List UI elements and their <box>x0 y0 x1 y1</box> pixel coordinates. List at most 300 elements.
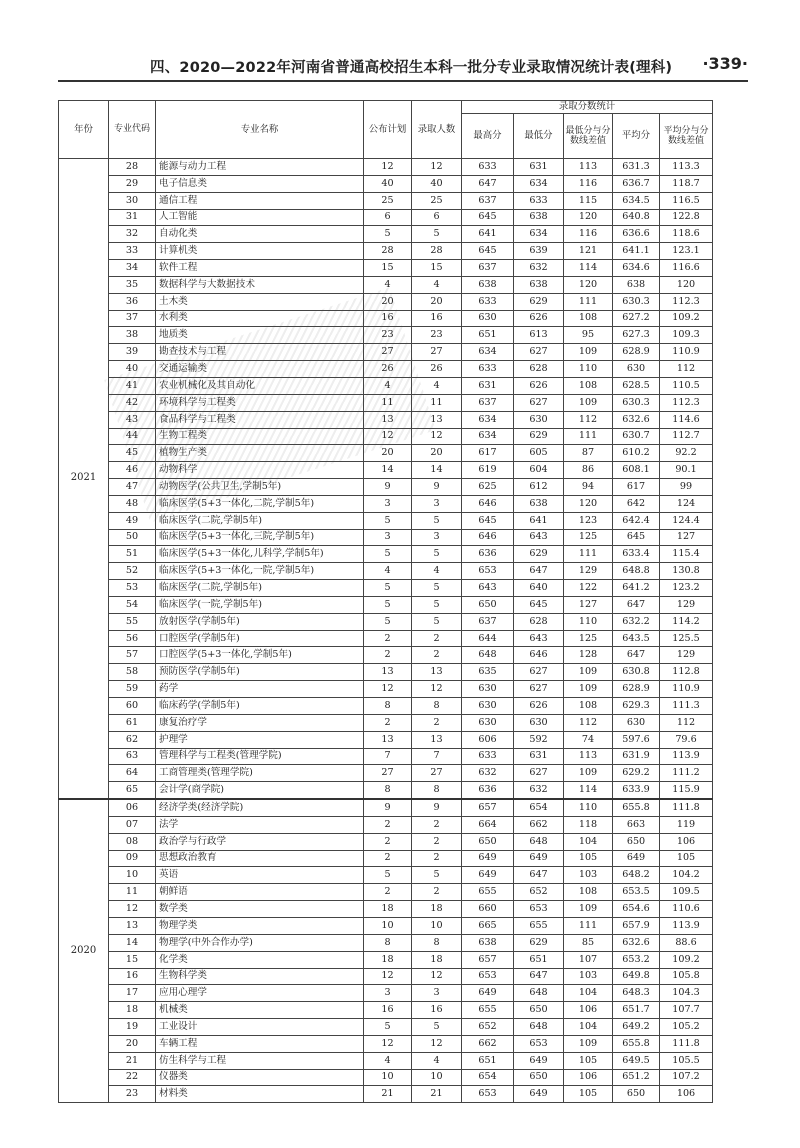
admitted-cell: 2 <box>412 850 462 867</box>
admitted-cell: 9 <box>412 799 462 816</box>
avg-cell: 653.2 <box>613 951 660 968</box>
avg-diff-cell: 106 <box>660 833 713 850</box>
table-row <box>59 816 713 833</box>
code-cell: 32 <box>109 226 156 243</box>
table-row <box>59 411 713 428</box>
code-cell: 36 <box>109 293 156 310</box>
min-diff-cell: 95 <box>564 327 613 344</box>
min-diff-cell: 106 <box>564 1069 613 1086</box>
avg-cell: 638 <box>613 276 660 293</box>
avg-diff-cell: 115.9 <box>660 782 713 799</box>
code-cell: 43 <box>109 411 156 428</box>
table-row <box>59 462 713 479</box>
plan-cell: 9 <box>364 479 412 496</box>
min-diff-cell: 74 <box>564 731 613 748</box>
plan-cell: 27 <box>364 344 412 361</box>
plan-cell: 2 <box>364 816 412 833</box>
name-cell: 康复治疗学 <box>156 714 364 731</box>
max-cell: 635 <box>462 664 514 681</box>
admitted-cell: 3 <box>412 495 462 512</box>
avg-cell: 647 <box>613 647 660 664</box>
code-cell: 06 <box>109 799 156 816</box>
admitted-cell: 4 <box>412 276 462 293</box>
avg-cell: 631.3 <box>613 159 660 176</box>
admitted-cell: 26 <box>412 361 462 378</box>
min-diff-cell: 108 <box>564 377 613 394</box>
avg-diff-cell: 106 <box>660 1086 713 1103</box>
table-row <box>59 664 713 681</box>
max-cell: 619 <box>462 462 514 479</box>
max-cell: 657 <box>462 799 514 816</box>
table-row <box>59 243 713 260</box>
code-cell: 33 <box>109 243 156 260</box>
table-row <box>59 1052 713 1069</box>
max-cell: 654 <box>462 1069 514 1086</box>
plan-cell: 27 <box>364 765 412 782</box>
plan-cell: 2 <box>364 630 412 647</box>
plan-cell: 18 <box>364 951 412 968</box>
min-diff-cell: 104 <box>564 1019 613 1036</box>
table-row <box>59 1086 713 1103</box>
min-diff-cell: 125 <box>564 630 613 647</box>
avg-cell: 633.9 <box>613 782 660 799</box>
name-cell: 自动化类 <box>156 226 364 243</box>
avg-diff-cell: 116.5 <box>660 192 713 209</box>
plan-cell: 9 <box>364 799 412 816</box>
table-row <box>59 1035 713 1052</box>
min-cell: 631 <box>514 159 564 176</box>
plan-cell: 20 <box>364 293 412 310</box>
min-diff-cell: 112 <box>564 411 613 428</box>
admitted-cell: 2 <box>412 884 462 901</box>
code-cell: 45 <box>109 445 156 462</box>
table-row <box>59 175 713 192</box>
name-cell: 护理学 <box>156 731 364 748</box>
avg-cell: 630.3 <box>613 293 660 310</box>
avg-diff-cell: 120 <box>660 276 713 293</box>
min-diff-cell: 128 <box>564 647 613 664</box>
min-cell: 646 <box>514 647 564 664</box>
table-row <box>59 327 713 344</box>
header-row <box>59 101 713 114</box>
table-body <box>59 159 713 1103</box>
avg-cell: 632.2 <box>613 613 660 630</box>
avg-diff-cell: 119 <box>660 816 713 833</box>
code-cell: 29 <box>109 175 156 192</box>
col-min-header: 最低分 <box>514 114 564 159</box>
plan-cell: 25 <box>364 192 412 209</box>
name-cell: 政治学与行政学 <box>156 833 364 850</box>
code-cell: 19 <box>109 1019 156 1036</box>
min-cell: 649 <box>514 850 564 867</box>
avg-diff-cell: 107.2 <box>660 1069 713 1086</box>
code-cell: 65 <box>109 782 156 799</box>
plan-cell: 13 <box>364 411 412 428</box>
admitted-cell: 3 <box>412 985 462 1002</box>
max-cell: 636 <box>462 546 514 563</box>
name-cell: 法学 <box>156 816 364 833</box>
plan-cell: 28 <box>364 243 412 260</box>
max-cell: 637 <box>462 260 514 277</box>
min-diff-cell: 106 <box>564 1002 613 1019</box>
year-cell: 2021 <box>59 159 109 800</box>
code-cell: 53 <box>109 580 156 597</box>
avg-cell: 634.6 <box>613 260 660 277</box>
name-cell: 化学类 <box>156 951 364 968</box>
code-cell: 30 <box>109 192 156 209</box>
max-cell: 617 <box>462 445 514 462</box>
plan-cell: 4 <box>364 377 412 394</box>
avg-diff-cell: 79.6 <box>660 731 713 748</box>
avg-diff-cell: 92.2 <box>660 445 713 462</box>
name-cell: 勘查技术与工程 <box>156 344 364 361</box>
name-cell: 电子信息类 <box>156 175 364 192</box>
admitted-cell: 3 <box>412 529 462 546</box>
name-cell: 临床药学(学制5年) <box>156 698 364 715</box>
code-cell: 47 <box>109 479 156 496</box>
table-row <box>59 226 713 243</box>
table-row <box>59 985 713 1002</box>
min-diff-cell: 94 <box>564 479 613 496</box>
avg-cell: 650 <box>613 833 660 850</box>
avg-diff-cell: 112 <box>660 361 713 378</box>
admitted-cell: 23 <box>412 327 462 344</box>
plan-cell: 5 <box>364 546 412 563</box>
min-diff-cell: 120 <box>564 209 613 226</box>
name-cell: 经济学类(经济学院) <box>156 799 364 816</box>
min-cell: 648 <box>514 985 564 1002</box>
max-cell: 664 <box>462 816 514 833</box>
plan-cell: 2 <box>364 833 412 850</box>
admitted-cell: 12 <box>412 1035 462 1052</box>
table-row <box>59 1069 713 1086</box>
avg-cell: 641.1 <box>613 243 660 260</box>
min-diff-cell: 116 <box>564 226 613 243</box>
table-row <box>59 428 713 445</box>
min-diff-cell: 129 <box>564 563 613 580</box>
plan-cell: 3 <box>364 495 412 512</box>
col-max-header: 最高分 <box>462 114 514 159</box>
avg-diff-cell: 112 <box>660 714 713 731</box>
code-cell: 15 <box>109 951 156 968</box>
min-cell: 627 <box>514 765 564 782</box>
avg-cell: 651.2 <box>613 1069 660 1086</box>
avg-diff-cell: 109.2 <box>660 951 713 968</box>
min-diff-cell: 105 <box>564 850 613 867</box>
admitted-cell: 20 <box>412 293 462 310</box>
min-diff-cell: 115 <box>564 192 613 209</box>
min-cell: 653 <box>514 1035 564 1052</box>
min-cell: 654 <box>514 799 564 816</box>
col-avg-header: 平均分 <box>613 114 660 159</box>
admitted-cell: 16 <box>412 1002 462 1019</box>
min-diff-cell: 103 <box>564 867 613 884</box>
table-row <box>59 596 713 613</box>
admitted-cell: 13 <box>412 411 462 428</box>
avg-diff-cell: 111.2 <box>660 765 713 782</box>
avg-cell: 627.2 <box>613 310 660 327</box>
plan-cell: 5 <box>364 580 412 597</box>
max-cell: 637 <box>462 613 514 630</box>
min-diff-cell: 111 <box>564 428 613 445</box>
code-cell: 40 <box>109 361 156 378</box>
max-cell: 638 <box>462 276 514 293</box>
code-cell: 59 <box>109 681 156 698</box>
avg-cell: 630 <box>613 714 660 731</box>
avg-diff-cell: 109.5 <box>660 884 713 901</box>
plan-cell: 5 <box>364 1019 412 1036</box>
table-row <box>59 563 713 580</box>
avg-diff-cell: 105.2 <box>660 1019 713 1036</box>
code-cell: 48 <box>109 495 156 512</box>
code-cell: 38 <box>109 327 156 344</box>
min-cell: 633 <box>514 192 564 209</box>
plan-cell: 5 <box>364 613 412 630</box>
table-row <box>59 377 713 394</box>
min-diff-cell: 125 <box>564 529 613 546</box>
year-cell: 2020 <box>59 799 109 1103</box>
code-cell: 54 <box>109 596 156 613</box>
avg-diff-cell: 125.5 <box>660 630 713 647</box>
plan-cell: 21 <box>364 1086 412 1103</box>
name-cell: 放射医学(学制5年) <box>156 613 364 630</box>
max-cell: 653 <box>462 563 514 580</box>
admitted-cell: 28 <box>412 243 462 260</box>
avg-cell: 647 <box>613 596 660 613</box>
max-cell: 665 <box>462 917 514 934</box>
min-cell: 632 <box>514 782 564 799</box>
table-row <box>59 512 713 529</box>
plan-cell: 20 <box>364 445 412 462</box>
admitted-cell: 12 <box>412 968 462 985</box>
avg-cell: 631.9 <box>613 748 660 765</box>
min-diff-cell: 109 <box>564 344 613 361</box>
table-row <box>59 344 713 361</box>
max-cell: 657 <box>462 951 514 968</box>
avg-diff-cell: 122.8 <box>660 209 713 226</box>
code-cell: 23 <box>109 1086 156 1103</box>
avg-diff-cell: 113.9 <box>660 748 713 765</box>
min-cell: 626 <box>514 377 564 394</box>
table-row <box>59 1002 713 1019</box>
code-cell: 21 <box>109 1052 156 1069</box>
col-plan-header: 公布计划 <box>364 101 412 159</box>
avg-cell: 642 <box>613 495 660 512</box>
min-diff-cell: 110 <box>564 613 613 630</box>
min-diff-cell: 108 <box>564 698 613 715</box>
code-cell: 56 <box>109 630 156 647</box>
max-cell: 625 <box>462 479 514 496</box>
admitted-cell: 4 <box>412 1052 462 1069</box>
min-cell: 629 <box>514 428 564 445</box>
avg-diff-cell: 129 <box>660 647 713 664</box>
max-cell: 638 <box>462 934 514 951</box>
table-row <box>59 445 713 462</box>
min-diff-cell: 120 <box>564 495 613 512</box>
name-cell: 土木类 <box>156 293 364 310</box>
min-cell: 627 <box>514 344 564 361</box>
table-row <box>59 260 713 277</box>
min-diff-cell: 111 <box>564 917 613 934</box>
min-diff-cell: 112 <box>564 714 613 731</box>
table-row <box>59 850 713 867</box>
table-row <box>59 681 713 698</box>
avg-cell: 633.4 <box>613 546 660 563</box>
min-diff-cell: 111 <box>564 293 613 310</box>
name-cell: 临床医学(5+3一体化,一院,学制5年) <box>156 563 364 580</box>
code-cell: 10 <box>109 867 156 884</box>
min-diff-cell: 127 <box>564 596 613 613</box>
plan-cell: 12 <box>364 159 412 176</box>
max-cell: 632 <box>462 765 514 782</box>
min-cell: 650 <box>514 1069 564 1086</box>
page-header <box>58 54 748 82</box>
min-diff-cell: 109 <box>564 394 613 411</box>
plan-cell: 16 <box>364 1002 412 1019</box>
min-cell: 655 <box>514 917 564 934</box>
plan-cell: 13 <box>364 664 412 681</box>
table-row <box>59 529 713 546</box>
code-cell: 41 <box>109 377 156 394</box>
table-row <box>59 613 713 630</box>
table-row <box>59 630 713 647</box>
min-cell: 629 <box>514 293 564 310</box>
code-cell: 11 <box>109 884 156 901</box>
admitted-cell: 6 <box>412 209 462 226</box>
code-cell: 34 <box>109 260 156 277</box>
min-cell: 629 <box>514 546 564 563</box>
table-row <box>59 934 713 951</box>
max-cell: 633 <box>462 748 514 765</box>
min-diff-cell: 86 <box>564 462 613 479</box>
min-cell: 653 <box>514 901 564 918</box>
col-avg-diff-header: 平均分与分数线差值 <box>660 114 713 159</box>
table-row <box>59 310 713 327</box>
col-min-diff-header: 最低分与分数线差值 <box>564 114 613 159</box>
table-row <box>59 901 713 918</box>
max-cell: 650 <box>462 596 514 613</box>
avg-diff-cell: 112.7 <box>660 428 713 445</box>
min-diff-cell: 103 <box>564 968 613 985</box>
code-cell: 35 <box>109 276 156 293</box>
max-cell: 649 <box>462 850 514 867</box>
max-cell: 652 <box>462 1019 514 1036</box>
avg-diff-cell: 115.4 <box>660 546 713 563</box>
min-diff-cell: 110 <box>564 799 613 816</box>
avg-diff-cell: 111.3 <box>660 698 713 715</box>
max-cell: 630 <box>462 681 514 698</box>
min-diff-cell: 114 <box>564 260 613 277</box>
code-cell: 18 <box>109 1002 156 1019</box>
name-cell: 生物科学类 <box>156 968 364 985</box>
table-row <box>59 884 713 901</box>
min-diff-cell: 105 <box>564 1052 613 1069</box>
name-cell: 生物工程类 <box>156 428 364 445</box>
avg-diff-cell: 110.5 <box>660 377 713 394</box>
min-diff-cell: 108 <box>564 884 613 901</box>
avg-cell: 649.2 <box>613 1019 660 1036</box>
max-cell: 643 <box>462 580 514 597</box>
max-cell: 645 <box>462 243 514 260</box>
plan-cell: 10 <box>364 1069 412 1086</box>
avg-diff-cell: 127 <box>660 529 713 546</box>
admitted-cell: 12 <box>412 681 462 698</box>
min-cell: 628 <box>514 613 564 630</box>
min-cell: 652 <box>514 884 564 901</box>
min-cell: 604 <box>514 462 564 479</box>
avg-diff-cell: 118.6 <box>660 226 713 243</box>
code-cell: 37 <box>109 310 156 327</box>
avg-cell: 628.9 <box>613 681 660 698</box>
code-cell: 14 <box>109 934 156 951</box>
max-cell: 653 <box>462 968 514 985</box>
admitted-cell: 4 <box>412 377 462 394</box>
admitted-cell: 14 <box>412 462 462 479</box>
code-cell: 63 <box>109 748 156 765</box>
max-cell: 655 <box>462 1002 514 1019</box>
avg-diff-cell: 114.6 <box>660 411 713 428</box>
min-diff-cell: 116 <box>564 175 613 192</box>
admitted-cell: 2 <box>412 833 462 850</box>
avg-diff-cell: 112.3 <box>660 394 713 411</box>
name-cell: 地质类 <box>156 327 364 344</box>
min-cell: 662 <box>514 816 564 833</box>
table-row <box>59 782 713 799</box>
plan-cell: 5 <box>364 596 412 613</box>
admitted-cell: 13 <box>412 664 462 681</box>
min-cell: 641 <box>514 512 564 529</box>
min-diff-cell: 109 <box>564 765 613 782</box>
avg-cell: 654.6 <box>613 901 660 918</box>
avg-cell: 630.3 <box>613 394 660 411</box>
min-cell: 631 <box>514 748 564 765</box>
code-cell: 22 <box>109 1069 156 1086</box>
max-cell: 646 <box>462 495 514 512</box>
plan-cell: 14 <box>364 462 412 479</box>
min-cell: 626 <box>514 698 564 715</box>
max-cell: 651 <box>462 327 514 344</box>
table-row <box>59 293 713 310</box>
plan-cell: 12 <box>364 1035 412 1052</box>
code-cell: 62 <box>109 731 156 748</box>
max-cell: 641 <box>462 226 514 243</box>
max-cell: 648 <box>462 647 514 664</box>
min-cell: 643 <box>514 630 564 647</box>
plan-cell: 11 <box>364 394 412 411</box>
admitted-cell: 11 <box>412 394 462 411</box>
min-diff-cell: 114 <box>564 782 613 799</box>
plan-cell: 12 <box>364 968 412 985</box>
avg-cell: 617 <box>613 479 660 496</box>
admitted-cell: 4 <box>412 563 462 580</box>
name-cell: 环境科学与工程类 <box>156 394 364 411</box>
plan-cell: 2 <box>364 884 412 901</box>
table-row <box>59 765 713 782</box>
name-cell: 会计学(商学院) <box>156 782 364 799</box>
table-row <box>59 714 713 731</box>
plan-cell: 2 <box>364 850 412 867</box>
min-cell: 638 <box>514 276 564 293</box>
avg-cell: 655.8 <box>613 799 660 816</box>
max-cell: 660 <box>462 901 514 918</box>
admitted-cell: 5 <box>412 512 462 529</box>
max-cell: 645 <box>462 209 514 226</box>
avg-cell: 649 <box>613 850 660 867</box>
plan-cell: 4 <box>364 1052 412 1069</box>
min-cell: 630 <box>514 411 564 428</box>
name-cell: 管理科学与工程类(管理学院) <box>156 748 364 765</box>
max-cell: 649 <box>462 867 514 884</box>
